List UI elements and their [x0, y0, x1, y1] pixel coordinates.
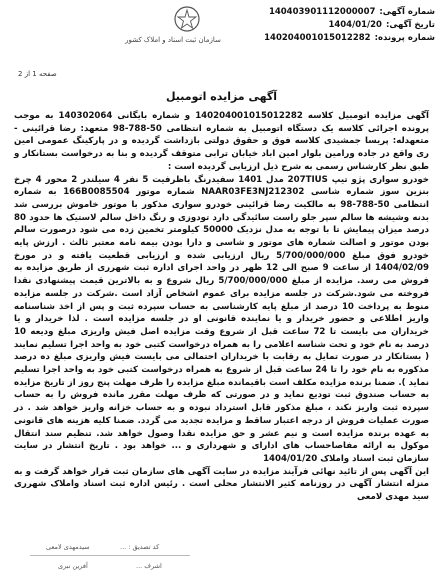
organization-emblem-icon [172, 4, 202, 34]
file-number: 140204001015012282 [264, 33, 371, 43]
signer-2-role: اشرف ... [136, 562, 162, 570]
notice-number-label: شماره آگهی: [379, 7, 435, 17]
signer-1-role: کد تصدیق : ... [120, 543, 160, 551]
paragraph-vehicle-details: خودرو سواری پژو تیپ 207TIUS مدل 1401 سفیدرنگ باظرفیت 5 نفر 4 سیلندر 2 محور 4 چرخ بنزین سوز شماره شاسی NAAR03FE3NJ212302 شماره موتور 166B0085504 به شماره انتظامی 50-788-98 به مالکیت رضا قرائینی خودرو سواری مذکور با موتور خاموش بررسی شد بدنه وشیشه ها سالم سپر جلو راست سائیدگی دارد تودوزی و رنگ داخل سالم لاستیک ها حدود 80 درصد میزان پیمایش تا با توجه به مدل نزدیک 50000 کیلومتر تخمین زده می شود درصورت سالم بودن موتور و اصالت شماره های موتور و شاسی و دارا بودن بیمه نامه معتبر ثالث . ارزش پایه خودرو فوق مبلغ 5/700/000/000 ریال ارزیابی شده و ارزیابی قطعیت یافته و در مورخ 1404/02/09 از ساعت 9 صبح الی 12 ظهر در واحد اجرای اداره ثبت شهرری از طریق مزایده به فروش می رسد. مزایده از مبلغ 5/700/000/000 ریال شروع و به بالاترین قیمت پیشنهادی نقدا فروخته می شود.شرکت در جلسه مزایده برای عموم اشخاص آزاد است .شرکت در جلسه مزایده منوط به پرداخت 10 درصد از مبلغ پایه کارشناسی به حساب سپرده ثبت و پس از اخذ شناسنامه واریز اطلاعی و حضور خریدار و یا نماینده قانونی او در جلسه مزایده است . لذا خریدار و یا خریداران می بایست تا 72 ساعت قبل از شروع وقت مزایده اصل فیش واریزی مبلغ ودیعه 10 درصد به نام خود و تحت شناسه اعلامی را به همراه درخواست کتبی خود به واحد اجرا تسلیم نمایند ( بستانکار در صورت تمایل به رقابت با خریداران احتمالی می بایست فیش واریزی مبلغ ده درصد مذکوره به نام خود را تا 24 ساعت قبل از شروع به همراه درخواست کتبی خود به واحد اجرا تسلیم نماید ). ضمنا برنده مزایده مکلف است باقیمانده مبلغ مزایده را ظرف مهلت پنج روز از تاریخ مزایده به حساب صندوق ثبت تودیع نماید و در صورتی که ظرف مهلت مقرر مانده فروش را به حساب سپرده ثبت واریز نکند ، مبلغ مذکور قابل استرداد نبوده و به حساب خزانه واریز خواهد شد . در صورت عملیات فروش از درجه اعتبار ساقط و مزایده تجدید می گردد. ضمنا کلیه هزینه های قانونی به عهده برنده مزایده است و نیم عشر و حق مزایده نقدا وصول خواهد شد. تنظیم سند انتقال موکول به ارائه مفاصاحساب های ادارای و شهرداری و ... خواهد بود . تاریخ انتشار در سایت سازمان ثبت اسناد واملاک 1404/01/20 [14, 174, 430, 464]
notice-date-label: تاریخ آگهی: [385, 20, 435, 30]
paragraph-intro: آگهی مزایده اتومبیل کلاسه 140204001015012282 و شماره بایگانی 140302064 به موجب پرونده اجرائی کلاسه یک دستگاه اتومبیل به شماره انتظامی 50-788-98 متعهد: رضا قرائینی - متعهدله: پریسا جمشیدی کلاسه فوق و حقوق دولتی بازداشت گردیده و در پارکینگ عمومی امین ری واقع در جاده ورامین بلوار امین اباد خیابان ترابی متوقف گردیده و بنا به درخواست بستانکار و طبق نظر کارشناس رسمی به شرح ذیل ارزیابی گردیده است : [14, 111, 429, 172]
file-number-row [235, 32, 435, 45]
notice-number: 140403901112000007 [268, 7, 376, 17]
paragraph-closing: این آگهی پس از تائید نهائی فرآیند مزایده در سایت آگهی های سازمان ثبت قرار خواهد گرفت و به منزله انتشار آگهی در روزنامه کثیر الانتشار محلی است . رئیس اداره ثبت اسناد واملاک شهرری سید مهدی لامعی [14, 466, 429, 503]
signer-2-name: آفرین نبری [58, 562, 88, 570]
page-indicator: صفحه 1 از 2 [18, 70, 57, 78]
notice-date-row [235, 19, 435, 32]
document-title: آگهی مزایده اتومبیل [165, 90, 278, 103]
organization-name: سازمان ثبت اسناد و املاک کشور [125, 36, 221, 44]
notice-number-row [235, 6, 435, 19]
signer-1-name: سیدمهدی لامعی [46, 543, 90, 551]
notice-date: 1404/01/20 [328, 20, 382, 30]
file-number-label: شماره پرونده: [374, 33, 435, 43]
signature-divider [30, 555, 190, 556]
notice-meta [235, 6, 435, 45]
document-body [14, 110, 429, 504]
